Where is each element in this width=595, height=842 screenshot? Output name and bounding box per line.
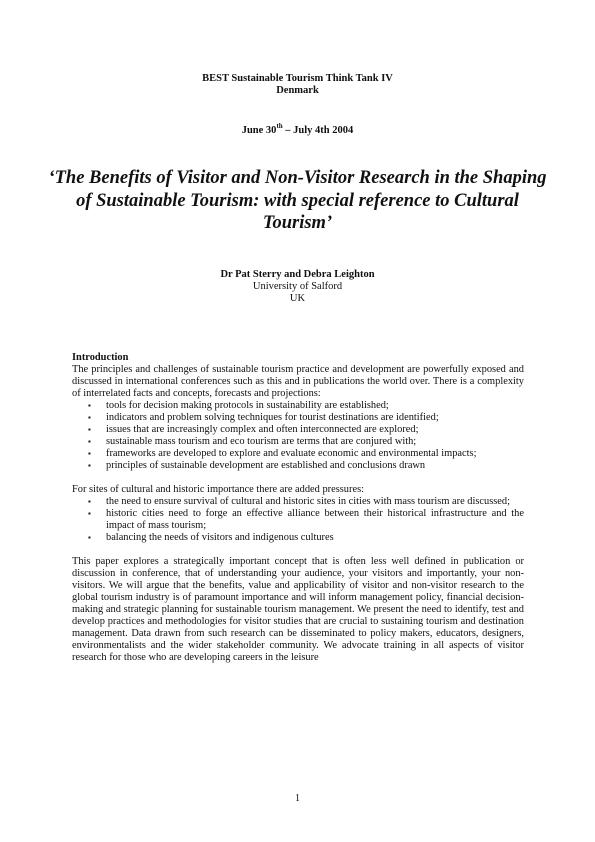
paragraph-2: For sites of cultural and historic importance there are added pressures:	[72, 484, 364, 495]
author-names: Dr Pat Sterry and Debra Leighton	[220, 269, 375, 280]
section-heading-introduction: Introduction	[72, 352, 129, 363]
conference-location: Denmark	[276, 85, 319, 96]
paragraph-1: The principles and challenges of sustainable tourism practice and development are powerfully exposed and discussed in international conferences such as this and in publications the world over. There is a complexity of interrelated facts and concepts, forecasts and projections:	[72, 364, 524, 399]
list-item: ▪ issues that are increasingly complex and often interconnected are explored;	[88, 424, 419, 435]
list-item: ▪ principles of sustainable development are established and conclusions drawn	[88, 460, 426, 471]
date-end: – July 4th 2004	[282, 125, 354, 136]
conference-name: BEST Sustainable Tourism Think Tank IV	[202, 73, 393, 84]
bullet-icon: ▪	[88, 413, 91, 422]
list-item: ▪ tools for decision making protocols in sustainability are established;	[88, 400, 389, 411]
bullet-icon: ▪	[88, 401, 91, 410]
bullet-icon: ▪	[88, 449, 91, 458]
body-text	[72, 352, 524, 664]
bullet-icon: ▪	[88, 533, 91, 542]
spacer	[72, 544, 524, 556]
list-item: ▪ frameworks are developed to explore and evaluate economic and environmental impacts;	[88, 448, 477, 459]
bullet-icon: ▪	[88, 425, 91, 434]
paragraph-3: This paper explores a strategically important concept that is often less well defined in publication or discussion in conference, that of understanding your audience, your visitors and importantly, your non-visitors. We will argue that the benefits, value and applicability of visitor and non-visitor research to the global tourism industry is of paramount importance and will inform management policy, financial decision-making and strategic planning for sustainable tourism management. We present the need to identify, test and develop practices and methodologies for visitor studies that are crucial to sustaining tourism and destination management. Data drawn from such research can be disseminated to policy makers, educators, designers, environmentalists and the wider stakeholder community. We advocate training in all aspects of visitor research for those who are developing careers in the leisure	[72, 556, 524, 663]
spacer	[72, 472, 524, 484]
list-item: ▪ balancing the needs of visitors and indigenous cultures	[88, 532, 334, 543]
list-item: ▪ historic cities need to forge an effective alliance between their historical infrastructure and the impact of mass tourism;	[88, 508, 524, 531]
bullet-list-1	[72, 400, 524, 472]
bullet-icon: ▪	[88, 497, 91, 506]
page-number: 1	[295, 793, 300, 804]
conference-date	[0, 121, 595, 137]
bullet-icon: ▪	[88, 461, 91, 470]
paper-title: ‘The Benefits of Visitor and Non-Visitor Research in the Shaping of Sustainable Tourism: with special reference to Cultural Tourism’	[48, 168, 547, 233]
list-item: ▪ sustainable mass tourism and eco tourism are terms that are conjured with;	[88, 436, 417, 447]
bullet-icon: ▪	[88, 437, 91, 446]
author-block	[0, 269, 595, 305]
list-item: ▪ the need to ensure survival of cultural and historic sites in cities with mass tourism are discussed;	[88, 496, 510, 507]
list-item: ▪ indicators and problem solving techniques for tourist destinations are identified;	[88, 412, 439, 423]
date-start: June 30	[241, 125, 277, 136]
date-ordinal: th	[276, 121, 283, 130]
author-affiliation: University of Salford	[252, 281, 343, 292]
bullet-list-2	[72, 496, 524, 544]
bullet-icon: ▪	[88, 509, 91, 518]
author-country: UK	[289, 293, 306, 304]
